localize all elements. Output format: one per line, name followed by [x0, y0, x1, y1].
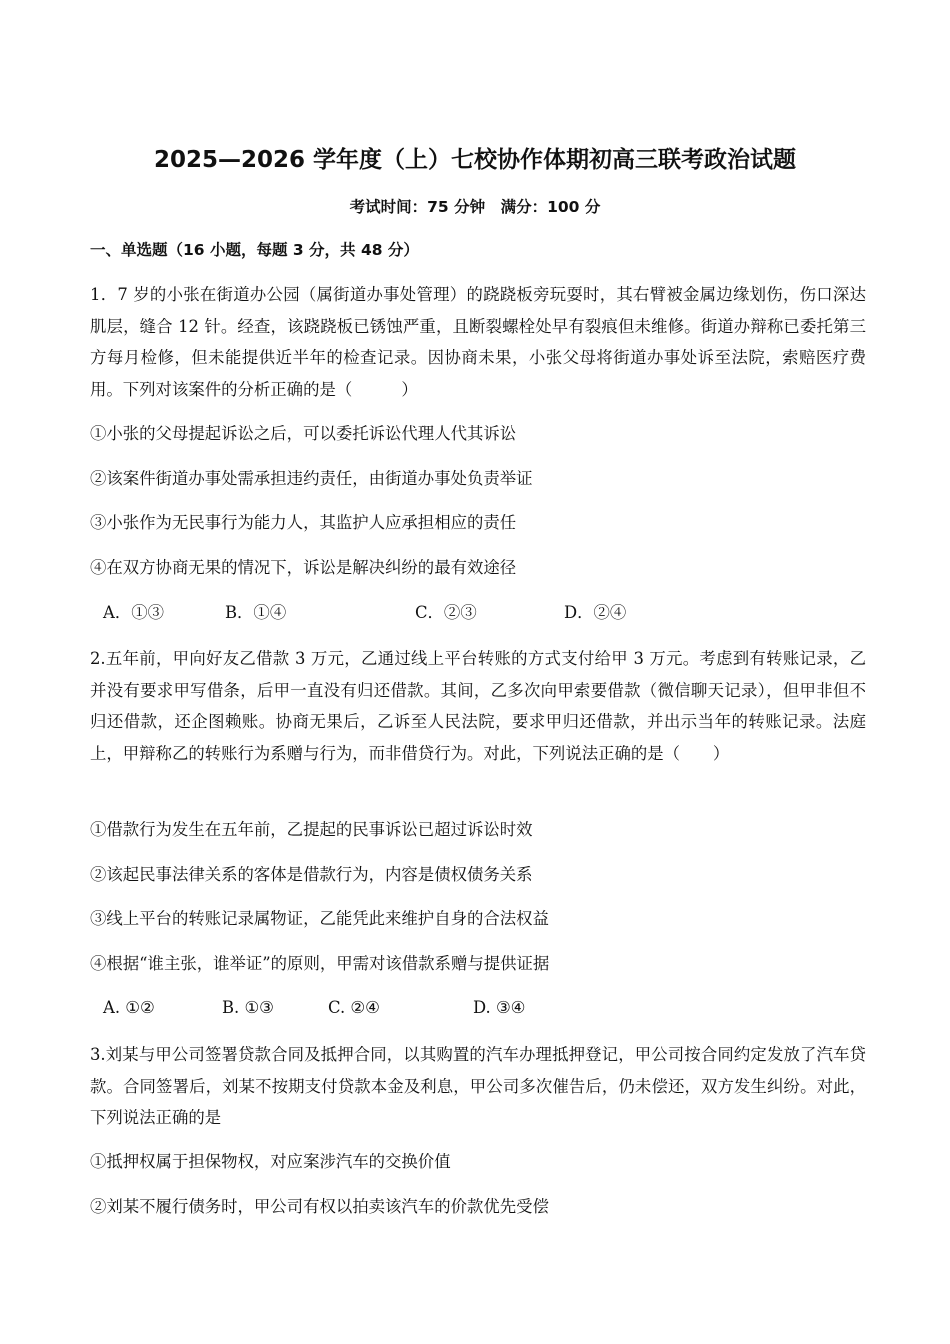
question-2-stem: 2.五年前，甲向好友乙借款 3 万元，乙通过线上平台转账的方式支付给甲 3 万元。考虑到有转账记录，乙并没有要求甲写借条，后甲一直没有归还借款。其间，乙多次向甲索要借款（微信聊天记录），但甲非但不归还借款，还企图赖账。协商无果后，乙诉至人民法院，要求甲归还借款，并出示当年的转账记录。法庭上，甲辩称乙的转账行为系赠与行为，而非借贷行为。对此，下列说法正确的是（ ） [90, 649, 866, 763]
question-1-choice-d: D．②④ [564, 603, 627, 622]
question-3-stem: 3.刘某与甲公司签署贷款合同及抵押合同，以其购置的汽车办理抵押登记，甲公司按合同约定发放了汽车贷款。合同签署后，刘某不按期支付贷款本金及利息，甲公司多次催告后，仍未偿还，双方发生纠纷。对此，下列说法正确的是 [90, 1045, 866, 1127]
question-2-option-1: ①借款行为发生在五年前，乙提起的民事诉讼已超过诉讼时效 [90, 820, 533, 839]
question-2-choice-c: C. ②④ [328, 998, 380, 1017]
question-2-option-2: ②该起民事法律关系的客体是借款行为，内容是债权债务关系 [90, 865, 533, 884]
question-1-stem: 1．7 岁的小张在街道办公园（属街道办事处管理）的跷跷板旁玩耍时，其右臂被金属边缘划伤，伤口深达肌层，缝合 12 针。经查，该跷跷板已锈蚀严重，且断裂螺栓处早有裂痕但未维修。街道办辩称已委托第三方每月检修，但未能提供近半年的检查记录。因协商未果，小张父母将街道办事处诉至法院，索赔医疗费用。下列对该案件的分析正确的是（ ） [90, 285, 866, 399]
question-1-choice-a: A．①③ [103, 603, 165, 622]
question-1-option-2: ②该案件街道办事处需承担违约责任，由街道办事处负责举证 [90, 469, 533, 488]
question-1-choice-b: B．①④ [225, 603, 287, 622]
question-1-option-3: ③小张作为无民事行为能力人，其监护人应承担相应的责任 [90, 513, 517, 532]
question-2-option-4: ④根据“谁主张，谁举证”的原则，甲需对该借款系赠与提供证据 [90, 954, 550, 973]
question-1-choice-c: C．②③ [415, 603, 477, 622]
question-2-option-3: ③线上平台的转账记录属物证，乙能凭此来维护自身的合法权益 [90, 909, 549, 928]
exam-title: 2025—2026 学年度（上）七校协作体期初高三联考政治试题 [153, 147, 797, 173]
question-2-choice-a: A. ①② [103, 998, 155, 1017]
exam-time-and-score: 考试时间：75 分钟 满分：100 分 [349, 198, 601, 216]
question-3-option-2: ②刘某不履行债务时，甲公司有权以拍卖该汽车的价款优先受偿 [90, 1197, 549, 1216]
question-1-option-4: ④在双方协商无果的情况下，诉讼是解决纠纷的最有效途径 [90, 558, 517, 577]
section-heading-single-choice: 一、单选题（16 小题，每题 3 分，共 48 分） [90, 241, 419, 259]
question-2-choice-d: D. ③④ [473, 998, 526, 1017]
question-2-choice-b: B. ①③ [222, 998, 274, 1017]
question-1-option-1: ①小张的父母提起诉讼之后，可以委托诉讼代理人代其诉讼 [90, 424, 517, 443]
question-3-option-1: ①抵押权属于担保物权，对应案涉汽车的交换价值 [90, 1152, 451, 1171]
